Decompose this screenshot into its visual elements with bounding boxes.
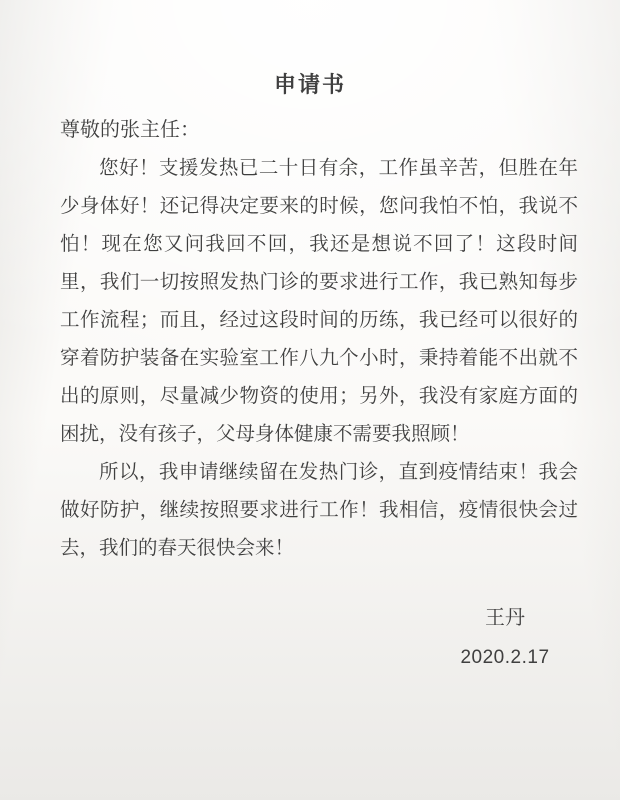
letter-paragraph-2: 所以，我申请继续留在发热门诊，直到疫情结束！我会做好防护，继续按照要求进行工作！我相信，疫情很快会过去，我们的春天很快会来！ — [60, 462, 578, 559]
signature-date: 2020.2.17 — [460, 647, 550, 668]
letter-body — [0, 150, 620, 568]
signature-name: 王丹 — [485, 607, 525, 629]
letter-paragraph-1: 您好！支援发热已二十日有余，工作虽辛苦，但胜在年少身体好！还记得决定要来的时候，您问我怕不怕，我说不怕！现在您又问我回不回，我还是想说不回了！这段时间里，我们一切按照发热门诊的要求进行工作，我已熟知每步工作流程；而且，经过这段时间的历练，我已经可以很好的穿着防护装备在实验室工作八九个小时，秉持着能不出就不出的原则，尽量减少物资的使用；另外，我没有家庭方面的困扰，没有孩子，父母身体健康不需要我照顾！ — [60, 158, 578, 445]
signature-block — [430, 598, 580, 678]
letter-title: 申请书 — [273, 72, 346, 97]
letter-salutation: 尊敬的张主任： — [60, 119, 200, 141]
